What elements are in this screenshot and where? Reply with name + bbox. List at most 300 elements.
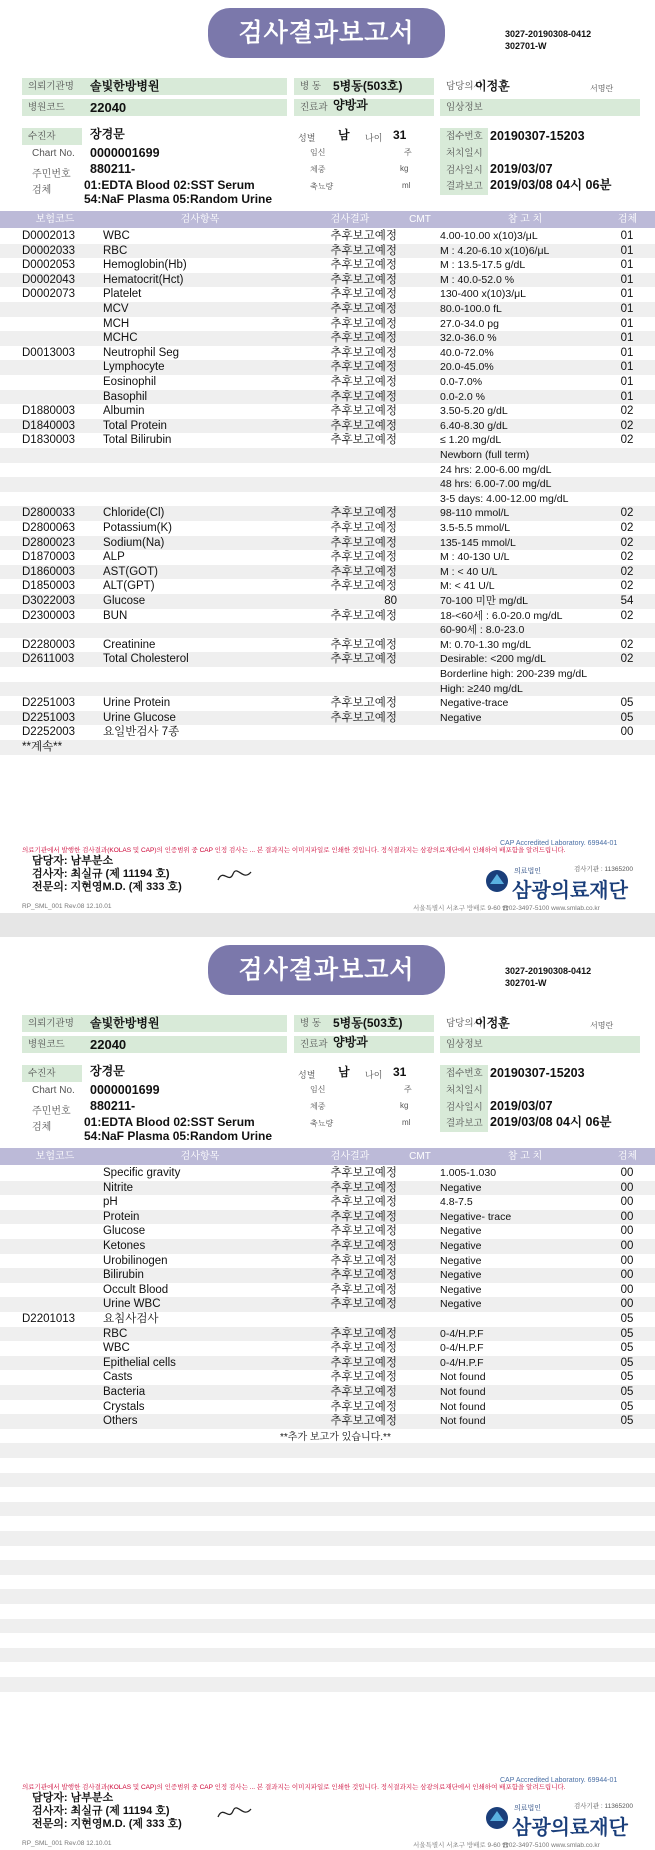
logo-subtitle: 의료법인 <box>514 1805 542 1812</box>
row-result: 80 <box>384 595 397 607</box>
row-result: 추후보고예정 <box>330 1269 397 1282</box>
row-item: Hematocrit(Hct) <box>103 273 184 286</box>
report-date-value: 2019/03/08 04시 06분 <box>490 1115 612 1129</box>
row-specimen: 05 <box>620 711 634 724</box>
age-label: 나이 <box>365 133 383 143</box>
report-date-label: 결과보고 <box>440 1115 488 1132</box>
row-code: D2201013 <box>22 1313 76 1325</box>
row-code: D1850003 <box>22 580 76 593</box>
form-number: RP_SML_001 Rev.08 12.10.01 <box>22 903 112 910</box>
row-specimen: 02 <box>620 434 634 447</box>
row-reference: 4.8-7.5 <box>440 1196 473 1209</box>
row-code: D2800033 <box>22 507 76 520</box>
row-specimen: 01 <box>620 244 634 257</box>
row-item: Albumin <box>103 405 145 418</box>
clinical-info-label: 임상정보 <box>440 99 640 116</box>
row-result: 추후보고예정 <box>330 1386 397 1398</box>
dept-value: 양방과 <box>333 98 368 112</box>
table-row <box>0 346 655 361</box>
empty-row <box>0 1692 655 1707</box>
row-reference: Not found <box>440 1386 486 1398</box>
empty-row <box>0 1648 655 1663</box>
receipt-no-label: 접수번호 <box>440 128 488 145</box>
table-row <box>0 594 655 609</box>
age-value: 31 <box>393 1065 407 1079</box>
row-reference: Negative-trace <box>440 697 509 710</box>
row-reference: 80.0-100.0 fL <box>440 303 502 315</box>
row-result: 추후보고예정 <box>330 697 397 710</box>
row-reference: 20.0-45.0% <box>440 361 494 374</box>
row-item: Urine Protein <box>103 697 171 710</box>
table-row <box>0 550 655 565</box>
document-number: 3027-20190308-0412 302701-W <box>505 29 592 51</box>
row-reference: 0-4/H.P.F <box>440 1327 484 1340</box>
row-specimen: 05 <box>620 1415 634 1428</box>
row-specimen: 02 <box>620 536 634 549</box>
ward-label: 병 동 <box>294 78 434 95</box>
row-result: 추후보고예정 <box>330 1356 397 1369</box>
row-item: Platelet <box>103 288 142 301</box>
row-item: WBC <box>103 230 130 242</box>
test-date-value: 2019/03/07 <box>490 162 553 176</box>
row-item: pH <box>103 1196 118 1209</box>
row-specimen: 00 <box>620 1225 634 1238</box>
header-result: 검사결과 <box>330 1151 370 1162</box>
row-result: 추후보고예정 <box>330 303 397 315</box>
table-row <box>0 1414 655 1429</box>
row-code: D0013003 <box>22 346 76 359</box>
pregnancy-unit: 주 <box>404 148 412 157</box>
row-specimen: 00 <box>620 726 634 739</box>
row-item: Total Cholesterol <box>103 653 189 666</box>
row-specimen: 05 <box>620 1313 634 1325</box>
row-reference: 3.5-5.5 mmol/L <box>440 522 511 534</box>
table-row <box>0 725 655 740</box>
row-code: D1880003 <box>22 405 76 418</box>
row-item: Basophil <box>103 390 148 403</box>
report-date-value: 2019/03/08 04시 06분 <box>490 178 612 192</box>
row-result: 추후보고예정 <box>330 361 397 374</box>
row-specimen: 01 <box>620 230 634 242</box>
row-specimen: 00 <box>620 1181 634 1194</box>
weight-unit: kg <box>400 164 409 173</box>
table-header <box>0 211 655 228</box>
table-row <box>0 506 655 521</box>
row-item: Bacteria <box>103 1386 146 1398</box>
row-result: 추후보고예정 <box>330 1167 397 1179</box>
dept-label: 진료과 <box>294 99 434 116</box>
table-row <box>0 711 655 726</box>
row-result: 추후보고예정 <box>330 1196 397 1209</box>
signatures: 담당자: 남부분소 검사자: 최실규 (제 11194 호) 전문의: 지현영M.D. (제 333 호) <box>32 855 182 893</box>
pregnancy-label: 임신 <box>310 148 326 157</box>
row-item: MCHC <box>103 332 138 345</box>
row-result: 추후보고예정 <box>330 288 397 301</box>
row-specimen: 02 <box>620 507 634 520</box>
row-result: 추후보고예정 <box>330 405 397 418</box>
signatures: 담당자: 남부분소 검사자: 최실규 (제 11194 호) 전문의: 지현영M.D. (제 333 호) <box>32 1792 182 1830</box>
row-code: D0002073 <box>22 288 76 301</box>
row-item: Lymphocyte <box>103 361 165 374</box>
table-row <box>0 375 655 390</box>
sex-value: 남 <box>338 128 350 142</box>
row-result: 추후보고예정 <box>330 536 397 549</box>
row-item: MCV <box>103 303 129 315</box>
row-specimen: 05 <box>620 1371 634 1384</box>
institution-value: 솔빛한방병원 <box>90 79 160 93</box>
row-item: Ketones <box>103 1240 146 1252</box>
row-reference: Negative- trace <box>440 1210 512 1223</box>
logo-text: 삼광의료재단 <box>512 1815 628 1839</box>
sml-logo-icon <box>484 1805 510 1831</box>
row-result: 추후보고예정 <box>330 1371 397 1384</box>
table-row <box>0 667 655 682</box>
test-date-label: 검사일시 <box>440 162 488 179</box>
row-item: AST(GOT) <box>103 565 158 578</box>
table-row <box>0 317 655 332</box>
sex-label: 성별 <box>298 133 316 143</box>
row-specimen: 00 <box>620 1167 634 1179</box>
pregnancy-unit: 주 <box>404 1085 412 1094</box>
additional-report-text: **추가 보고가 있습니다.** <box>280 1431 391 1443</box>
table-row <box>0 1210 655 1225</box>
header-result: 검사결과 <box>330 214 370 225</box>
row-code: D1840003 <box>22 419 76 432</box>
form-number: RP_SML_001 Rev.08 12.10.01 <box>22 1840 112 1847</box>
row-result: 추후보고예정 <box>330 522 397 534</box>
row-reference: M : < 40 U/L <box>440 565 498 578</box>
row-reference: M : 40-130 U/L <box>440 551 510 564</box>
table-row <box>0 536 655 551</box>
row-reference: 18-<60세 : 6.0-20.0 mg/dL <box>440 609 563 622</box>
row-result: 추후보고예정 <box>330 711 397 724</box>
row-result: 추후보고예정 <box>330 1400 397 1413</box>
row-result: 추후보고예정 <box>330 653 397 666</box>
row-reference: 1.005-1.030 <box>440 1167 497 1179</box>
urine-volume-label: 축뇨량 <box>310 1119 334 1128</box>
row-result: 추후보고예정 <box>330 1342 397 1355</box>
ward-value: 5병동(503호) <box>333 1016 403 1030</box>
table-header <box>0 1148 655 1165</box>
age-label: 나이 <box>365 1070 383 1080</box>
row-reference: Negative <box>440 1283 482 1296</box>
row-reference: 0.0-2.0 % <box>440 390 485 403</box>
cap-accreditation: CAP Accredited Laboratory. 69944-01 <box>500 840 618 847</box>
row-reference: M : 4.20-6.10 x(10)6/μL <box>440 244 550 257</box>
address: 서울특별시 서초구 방배로 9-60 ☎02-3497-5100 www.smlab.co.kr <box>413 1842 600 1849</box>
row-result: 추후보고예정 <box>330 609 397 622</box>
row-specimen: 02 <box>620 653 634 666</box>
row-item: Urobilinogen <box>103 1254 168 1267</box>
table-row <box>0 1400 655 1415</box>
row-code: D2252003 <box>22 726 76 739</box>
row-specimen: 00 <box>620 1254 634 1267</box>
dept-label: 진료과 <box>294 1036 434 1053</box>
lab-number: 검사기관 : 11365200 <box>574 1803 633 1810</box>
document-number: 3027-20190308-0412 302701-W <box>505 966 592 988</box>
row-reference: Not found <box>440 1371 486 1384</box>
table-row <box>0 1370 655 1385</box>
urine-volume-unit: ml <box>402 1118 411 1127</box>
table-row <box>0 360 655 375</box>
table-row <box>0 1239 655 1254</box>
row-specimen: 02 <box>620 419 634 432</box>
empty-row <box>0 1589 655 1604</box>
row-result: 추후보고예정 <box>330 390 397 403</box>
clinical-info-label: 임상정보 <box>440 1036 640 1053</box>
row-reference: M: < 41 U/L <box>440 580 495 593</box>
empty-row <box>0 1546 655 1561</box>
row-code: D2611003 <box>22 653 75 666</box>
row-reference: 70-100 미만 mg/dL <box>440 595 528 607</box>
table-row <box>0 1283 655 1298</box>
row-specimen: 05 <box>620 1356 634 1369</box>
row-specimen: 01 <box>620 317 634 330</box>
specimen-line-2: 54:NaF Plasma 05:Random Urine <box>84 192 273 206</box>
row-specimen: 01 <box>620 390 634 403</box>
row-item: Others <box>103 1415 138 1428</box>
table-row <box>0 229 655 244</box>
row-specimen: 01 <box>620 332 634 345</box>
empty-row <box>0 1458 655 1473</box>
row-reference: 3-5 days: 4.00-12.00 mg/dL <box>440 492 569 505</box>
row-item: 요일반검사 7종 <box>103 726 180 739</box>
row-result: 추후보고예정 <box>330 507 397 520</box>
row-reference: High: ≥240 mg/dL <box>440 682 523 695</box>
sex-label: 성별 <box>298 1070 316 1080</box>
jumin-label: 주민번호 <box>32 1106 71 1117</box>
row-reference: M : 13.5-17.5 g/dL <box>440 259 526 272</box>
row-item: Creatinine <box>103 638 156 651</box>
row-reference: 0-4/H.P.F <box>440 1356 484 1369</box>
row-item: Glucose <box>103 595 146 607</box>
logo-text: 삼광의료재단 <box>512 878 628 902</box>
row-specimen: 05 <box>620 1342 634 1355</box>
row-reference: M : 40.0-52.0 % <box>440 273 515 286</box>
chart-no-label: Chart No. <box>32 1085 75 1096</box>
row-result: 추후보고예정 <box>330 332 397 345</box>
chart-no-value: 0000001699 <box>90 1083 160 1097</box>
doctor-value: 이정훈 <box>475 79 510 93</box>
row-code: D2800023 <box>22 536 76 549</box>
receipt-no-label: 접수번호 <box>440 1065 488 1082</box>
urine-volume-label: 축뇨량 <box>310 182 334 191</box>
row-item: Crystals <box>103 1400 145 1413</box>
row-item: Hemoglobin(Hb) <box>103 259 187 272</box>
logo-subtitle: 의료법인 <box>514 868 542 875</box>
specimen-line-2: 54:NaF Plasma 05:Random Urine <box>84 1129 273 1143</box>
row-reference: 4.00-10.00 x(10)3/μL <box>440 230 538 242</box>
row-reference: 6.40-8.30 g/dL <box>440 419 508 432</box>
header-code: 보험코드 <box>35 214 75 225</box>
row-item: Total Bilirubin <box>103 434 172 447</box>
table-row <box>0 1327 655 1342</box>
row-specimen: 00 <box>620 1298 634 1311</box>
chart-no-value: 0000001699 <box>90 146 160 160</box>
empty-row <box>0 1516 655 1531</box>
row-reference: Newborn (full term) <box>440 449 530 461</box>
row-specimen: 01 <box>620 303 634 315</box>
row-result: 추후보고예정 <box>330 1298 397 1311</box>
table-row <box>0 1181 655 1196</box>
header-cmt: CMT <box>409 214 431 225</box>
row-item: Nitrite <box>103 1181 134 1194</box>
table-row <box>0 623 655 638</box>
row-specimen: 00 <box>620 1196 634 1209</box>
row-reference: 32.0-36.0 % <box>440 332 497 345</box>
row-code: D1860003 <box>22 565 76 578</box>
table-row <box>0 244 655 259</box>
row-item: RBC <box>103 244 128 257</box>
hospital-code-value: 22040 <box>90 1037 127 1052</box>
row-reference: Negative <box>440 1225 482 1238</box>
row-item: Bilirubin <box>103 1269 144 1282</box>
table-row <box>0 302 655 317</box>
row-specimen: 00 <box>620 1210 634 1223</box>
row-item: Chloride(Cl) <box>103 507 165 520</box>
row-result: 추후보고예정 <box>330 376 397 388</box>
row-item: Potassium(K) <box>103 522 173 534</box>
header-reference: 참 고 치 <box>507 214 543 225</box>
row-code: D1870003 <box>22 551 76 564</box>
row-specimen: 05 <box>620 1400 634 1413</box>
row-code: D1830003 <box>22 434 76 447</box>
row-specimen: 00 <box>620 1269 634 1282</box>
table-row <box>0 463 655 478</box>
doctor-label: 담당의사 <box>440 1015 490 1032</box>
row-reference: 130-400 x(10)3/μL <box>440 288 527 301</box>
row-code: D3022003 <box>22 595 76 607</box>
report-page-1 <box>0 0 655 913</box>
empty-row <box>0 1575 655 1590</box>
table-row <box>0 696 655 711</box>
empty-row <box>0 1531 655 1546</box>
row-specimen: 05 <box>620 1327 634 1340</box>
sign-label: 서명란 <box>590 1021 614 1030</box>
row-specimen: 01 <box>620 346 634 359</box>
empty-row <box>0 1502 655 1517</box>
jumin-value: 880211- <box>90 162 136 176</box>
row-reference: Negative <box>440 1254 482 1267</box>
row-item: WBC <box>103 1342 130 1355</box>
row-result: 추후보고예정 <box>330 259 397 272</box>
row-item: Glucose <box>103 1225 146 1238</box>
row-code: D2251003 <box>22 697 76 710</box>
table-row <box>0 433 655 448</box>
row-result: 추후보고예정 <box>330 580 397 593</box>
row-specimen: 05 <box>620 697 634 710</box>
table-row <box>0 1195 655 1210</box>
hospital-code-value: 22040 <box>90 100 127 115</box>
row-code: D2800063 <box>22 522 76 534</box>
jumin-label: 주민번호 <box>32 169 71 180</box>
age-value: 31 <box>393 128 407 142</box>
table-row <box>0 273 655 288</box>
specimen-line-1: 01:EDTA Blood 02:SST Serum <box>84 1115 255 1129</box>
row-reference: M: 0.70-1.30 mg/dL <box>440 638 532 651</box>
row-result: 추후보고예정 <box>330 1254 397 1267</box>
row-item: ALT(GPT) <box>103 580 155 593</box>
row-result: 추후보고예정 <box>330 419 397 432</box>
row-item: Protein <box>103 1210 140 1223</box>
cap-accreditation: CAP Accredited Laboratory. 69944-01 <box>500 1777 618 1784</box>
patient-value: 장경문 <box>90 127 125 141</box>
empty-row <box>0 1560 655 1575</box>
empty-row <box>0 1443 655 1458</box>
table-row <box>0 1356 655 1371</box>
row-reference: Desirable: <200 mg/dL <box>440 653 546 666</box>
row-reference: 0-4/H.P.F <box>440 1342 484 1355</box>
row-result: 추후보고예정 <box>330 1225 397 1238</box>
empty-row <box>0 1604 655 1619</box>
lab-number: 검사기관 : 11365200 <box>574 866 633 873</box>
row-result: 추후보고예정 <box>330 1210 397 1223</box>
sex-value: 남 <box>338 1065 350 1079</box>
ward-value: 5병동(503호) <box>333 79 403 93</box>
empty-row <box>0 1473 655 1488</box>
row-result: 추후보고예정 <box>330 1327 397 1340</box>
row-code: D0002013 <box>22 230 76 242</box>
row-specimen: 02 <box>620 565 634 578</box>
row-item: 요침사검사 <box>103 1313 159 1325</box>
row-specimen: 01 <box>620 376 634 388</box>
row-reference: Negative <box>440 711 482 724</box>
dept-value: 양방과 <box>333 1035 368 1049</box>
footnote: 의료기관에서 발행한 검사결과(KOLAS 및 CAP)의 인증범위 중 CAP 인정 검사는 ... 본 결과지는 이미지파일로 인쇄한 것입니다. 정식결과지는 삼광의료재단에서 인쇄하여 배포함을 알려드립니다. <box>22 1784 566 1791</box>
row-code: D2300003 <box>22 609 76 622</box>
empty-row <box>0 1487 655 1502</box>
row-reference: 27.0-34.0 pg <box>440 317 499 330</box>
row-result: 추후보고예정 <box>330 551 397 564</box>
ward-label: 병 동 <box>294 1015 434 1032</box>
header-item: 검사항목 <box>180 1151 220 1162</box>
row-specimen: 01 <box>620 288 634 301</box>
row-item: Eosinophil <box>103 376 157 388</box>
table-row <box>0 1224 655 1239</box>
row-specimen: 02 <box>620 638 634 651</box>
row-item: Casts <box>103 1371 133 1384</box>
footnote: 의료기관에서 발행한 검사결과(KOLAS 및 CAP)의 인증범위 중 CAP 인정 검사는 ... 본 결과지는 이미지파일로 인쇄한 것입니다. 정식결과지는 삼광의료재단에서 인쇄하여 배포함을 알려드립니다. <box>22 847 566 854</box>
row-specimen: 02 <box>620 551 634 564</box>
specimen-label: 검체 <box>32 185 52 196</box>
table-row <box>0 477 655 492</box>
address: 서울특별시 서초구 방배로 9-60 ☎02-3497-5100 www.smlab.co.kr <box>413 905 600 912</box>
weight-label: 체중 <box>310 1102 326 1111</box>
row-result: 추후보고예정 <box>330 434 397 447</box>
table-row <box>0 1341 655 1356</box>
weight-label: 체중 <box>310 165 326 174</box>
table-row <box>0 609 655 624</box>
row-item: RBC <box>103 1327 128 1340</box>
row-result: 추후보고예정 <box>330 346 397 359</box>
row-result: 추후보고예정 <box>330 1181 397 1194</box>
header-specimen: 검체 <box>617 214 638 225</box>
procedure-label: 처치일시 <box>440 1082 488 1099</box>
table-row <box>0 1297 655 1312</box>
patient-label: 수진자 <box>22 128 82 145</box>
row-code: D0002043 <box>22 273 76 286</box>
test-date-label: 검사일시 <box>440 1099 488 1116</box>
doctor-label: 담당의사 <box>440 78 490 95</box>
row-specimen: 01 <box>620 361 634 374</box>
table-row <box>0 579 655 594</box>
table-row <box>0 652 655 667</box>
row-item: MCH <box>103 317 130 330</box>
table-row <box>0 1166 655 1181</box>
receipt-no-value: 20190307-15203 <box>490 129 585 143</box>
row-specimen: 02 <box>620 580 634 593</box>
table-row <box>0 1312 655 1327</box>
